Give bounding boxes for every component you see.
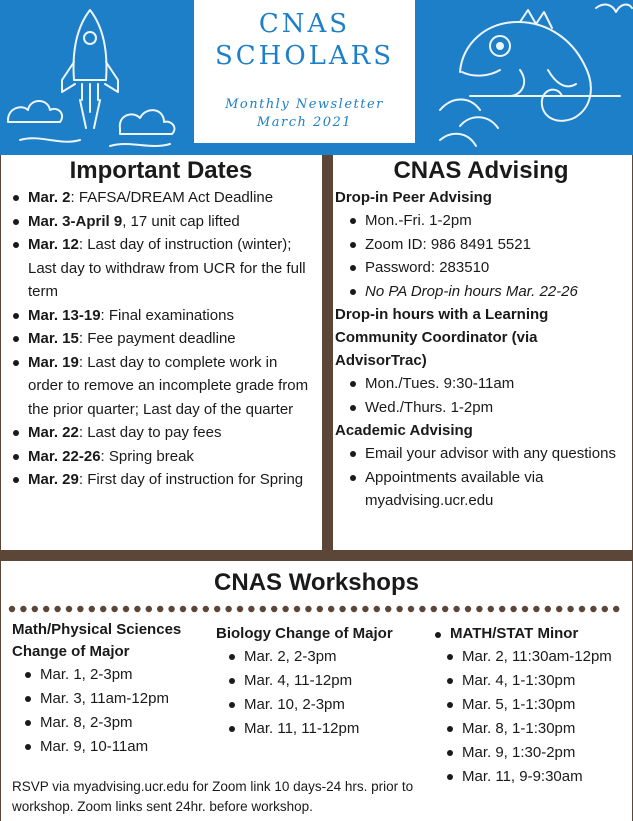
academic-advising-list [335,442,627,513]
list-item: Mar. 2, 2-3pm [216,645,436,669]
newsletter-title-line2: SCHOLARS [214,41,395,71]
list-item: Mar. 2, 11:30am-12pm [434,645,632,669]
academic-advising-title: Academic Advising [335,422,473,439]
list-item: Appointments available via myadvising.ucr.edu [335,466,627,513]
newsletter-banner [0,0,633,155]
workshop-column-math-stat [434,623,632,789]
list-item: Mar. 13-19: Final examinations [6,304,316,328]
list-item: Mar. 15: Fee payment deadline [6,327,316,351]
list-item: Mar. 11, 9-9:30am [434,765,632,789]
section-divider [0,550,633,561]
list-item: Mar. 10, 2-3pm [216,693,436,717]
list-item: Mar. 22-26: Spring break [6,445,316,469]
list-item: Mon./Tues. 9:30-11am [335,372,627,396]
workshop-list [216,645,436,741]
list-item: Mar. 12: Last day of instruction (winter); Last day to withdraw from UCR for the full term [6,233,316,304]
newsletter-title-line1: CNAS [258,9,351,39]
workshops-heading: CNAS Workshops [214,569,419,596]
cloud-icon [120,110,175,134]
list-item: Mar. 29: First day of instruction for Spring [6,468,316,492]
list-item: Mar. 19: Last day to complete work in order to remove an incomplete grade from the prior quarter; Last day of the quarter [6,351,316,422]
list-item: Mar. 5, 1-1:30pm [434,693,632,717]
list-item: Mar. 4, 11-12pm [216,669,436,693]
list-item: Email your advisor with any questions [335,442,627,466]
list-item: Wed./Thurs. 1-2pm [335,396,627,420]
dotted-divider [8,605,628,613]
list-item: Mar. 8, 1-1:30pm [434,717,632,741]
workshop-title: Math/Physical Sciences Change of Major [12,621,182,660]
chameleon-icon [460,10,620,121]
list-item: Mar. 8, 2-3pm [12,711,212,735]
bird-icon [596,5,632,12]
workshop-column-math-physical [12,619,212,759]
title-box [194,0,415,143]
list-item: Mar. 11, 11-12pm [216,717,436,741]
cloud-icon [8,101,62,122]
important-dates-section [0,155,322,492]
workshop-title: MATH/STAT Minor [434,623,632,645]
list-item: Zoom ID: 986 8491 5521 [335,233,627,257]
list-item: Mar. 3, 11am-12pm [12,687,212,711]
list-item: Mar. 3-April 9, 17 unit cap lifted [6,210,316,234]
advising-section [333,155,633,513]
peer-advising-title: Drop-in Peer Advising [335,189,492,206]
peer-advising-list [335,209,627,303]
rsvp-note: RSVP via myadvising.ucr.edu for Zoom link 10 days-24 hrs. prior to workshop. Zoom links sent 24hr. before workshop. [12,779,414,814]
important-dates-heading: Important Dates [69,157,253,184]
list-item: Mar. 1, 2-3pm [12,663,212,687]
list-item: Mar. 9, 1:30-2pm [434,741,632,765]
peer-advising-note: No PA Drop-in hours Mar. 22-26 [335,280,627,304]
column-divider [322,155,333,550]
workshops-section [0,561,633,821]
newsletter-subtitle: Monthly Newsletter [225,97,384,112]
list-item: Mar. 2: FAFSA/DREAM Act Deadline [6,186,316,210]
list-item: Password: 283510 [335,256,627,280]
workshop-list [434,645,632,789]
coordinator-title: Drop-in hours with a Learning Community Coordinator (via AdvisorTrac) [335,306,549,369]
newsletter-date: March 2021 [256,115,353,130]
list-item: Mar. 22: Last day to pay fees [6,421,316,445]
workshop-title: Biology Change of Major [216,625,393,642]
workshop-column-biology [216,623,436,741]
coordinator-list [335,372,627,419]
list-item: Mon.-Fri. 1-2pm [335,209,627,233]
list-item: Mar. 4, 1-1:30pm [434,669,632,693]
important-dates-list [6,186,316,492]
list-item: Mar. 9, 10-11am [12,735,212,759]
workshop-list [12,663,212,759]
rocket-icon [62,10,118,128]
advising-heading: CNAS Advising [393,157,569,184]
